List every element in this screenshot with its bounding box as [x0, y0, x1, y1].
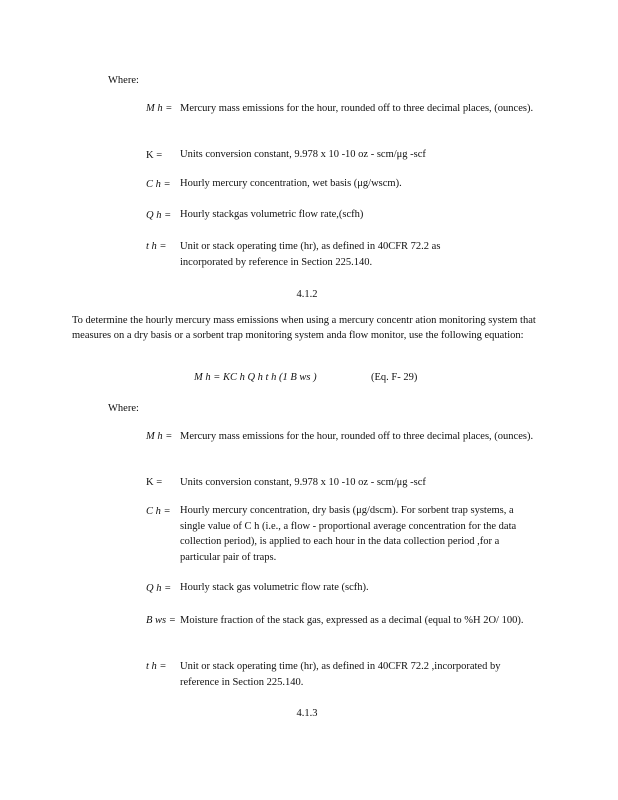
equation: M h = KC h Q h t h (1 B ws )	[194, 372, 317, 383]
section-number: 4.1.3	[296, 708, 318, 719]
symbol-k: K =	[146, 477, 163, 488]
body-paragraph: To determine the hourly mercury mass emissions when using a mercury concentr ation monitoring system that measures on a dry basis or a sorbent trap monitoring system anda flow monitor, use the following equation:	[72, 315, 536, 341]
symbol-qh: Q h =	[146, 210, 172, 221]
definition-bws: Moisture fraction of the stack gas, expressed as a decimal (equal to %H 2O/ 100).	[180, 615, 524, 626]
definition-th: Unit or stack operating time (hr), as defined in 40CFR 72.2 as incorporated by reference in Section 225.140.	[180, 241, 441, 268]
definition-mh: Mercury mass emissions for the hour, rounded off to three decimal places, (ounces).	[180, 431, 534, 442]
symbol-qh: Q h =	[146, 583, 172, 594]
symbol-bws: B ws =	[146, 615, 176, 626]
symbol-mh: M h =	[146, 103, 173, 114]
symbol-k: K =	[146, 150, 163, 161]
definition-mh: Mercury mass emissions for the hour, rounded off to three decimal places, (ounces).	[180, 103, 534, 114]
equation-label: (Eq. F- 29)	[371, 372, 418, 383]
section-number: 4.1.2	[296, 289, 318, 300]
definition-ch: Hourly mercury concentration, dry basis (μg/dscm). For sorbent trap systems, a single value of C h (i.e., a flow - proportional average concentration for the data collection period), is applied to each hour in the data collection period ,for a particular pair of traps.	[180, 505, 517, 563]
symbol-ch: C h =	[146, 506, 171, 517]
definition-k: Units conversion constant, 9.978 x 10 -10 oz - scm/μg -scf	[180, 477, 426, 488]
symbol-mh: M h =	[146, 431, 173, 442]
definition-qh: Hourly stack gas volumetric flow rate (scfh).	[180, 582, 369, 593]
definition-qh: Hourly stackgas volumetric flow rate,(scfh)	[180, 209, 364, 220]
where-label: Where:	[108, 403, 139, 414]
symbol-th: t h =	[146, 661, 167, 672]
definition-ch: Hourly mercury concentration, wet basis (μg/wscm).	[180, 178, 402, 189]
where-label: Where:	[108, 75, 139, 86]
symbol-th: t h =	[146, 241, 167, 252]
symbol-ch: C h =	[146, 179, 171, 190]
definition-th: Unit or stack operating time (hr), as defined in 40CFR 72.2 ,incorporated by reference in Section 225.140.	[180, 661, 501, 688]
definition-k: Units conversion constant, 9.978 x 10 -10 oz - scm/μg -scf	[180, 149, 426, 160]
